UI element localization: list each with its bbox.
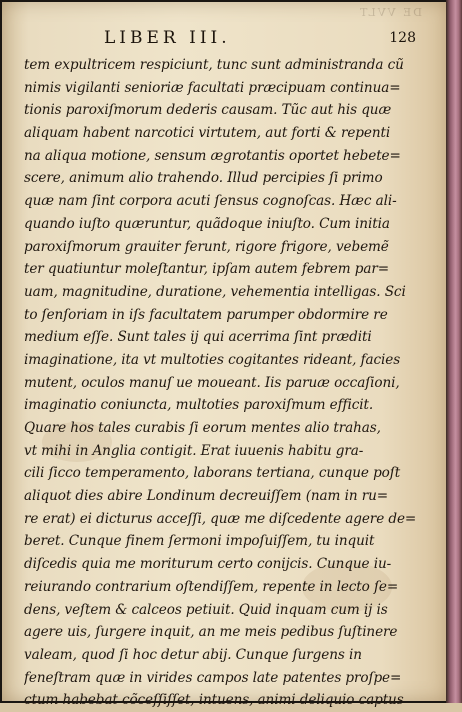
page-number: 128 bbox=[389, 30, 416, 46]
text-line: dens, veſtem & calceos petiuit. Quid inquam cum ij is bbox=[24, 601, 388, 618]
text-line: medium eſſe. Sunt tales ij qui acerrima ſint præditi bbox=[24, 329, 372, 346]
text-line: tem expultricem respiciunt, tunc sunt administranda cũ bbox=[24, 57, 404, 73]
text-line: quando iuſto quæruntur, quãdoque iniuſto. Cum initia bbox=[24, 215, 390, 232]
text-line: cili ſicco temperamento, laborans tertiana, cunque poſt bbox=[24, 465, 401, 482]
text-line: paroxiſmorum grauiter ferunt, rigore frigore, vebemẽ bbox=[24, 238, 389, 255]
text-line: ctum habebat cõceſſiſſet, intuens, animi deliquio captus bbox=[24, 692, 404, 709]
body-text bbox=[24, 54, 420, 712]
text-line: imaginatio coniuncta, multoties paroxiſmum efficit. bbox=[24, 397, 374, 414]
text-line: Quare hos tales curabis ſi eorum mentes alio trahas, bbox=[24, 420, 381, 436]
bleed-through-text: DE VVLT bbox=[358, 6, 422, 19]
text-line: mutent, oculos manuſ ue moueant. Iis paruæ occaſioni, bbox=[24, 374, 400, 391]
text-line: na aliqua motione, sensum ægrotantis oportet hebete= bbox=[24, 147, 401, 164]
text-line: tionis paroxiſmorum dederis causam. Tũc aut his quæ bbox=[24, 102, 392, 119]
text-line: quæ nam ſint corpora acuti ſensus cognoſcas. Hæc ali- bbox=[24, 193, 397, 210]
running-title: LIBER III. bbox=[104, 28, 231, 48]
page-edge bbox=[446, 0, 462, 703]
text-line: aliquot dies abire Londinum decreuiſſem (nam in ru= bbox=[24, 488, 389, 505]
text-line: nimis vigilanti senioriæ facultati præcipuam continua= bbox=[24, 79, 401, 96]
page-header bbox=[104, 28, 416, 50]
text-line: uam, magnitudine, duratione, vehementia intelligas. Sci bbox=[24, 283, 406, 300]
text-line: feneſtram quæ in virides campos late patentes proſpe= bbox=[24, 669, 402, 686]
text-line: valeam, quod ſi hoc detur abij. Cunque ſurgens in bbox=[24, 646, 362, 663]
text-line: agere uis, ſurgere inquit, an me meis pedibus ſuſtinere bbox=[24, 624, 398, 641]
text-line: imaginatione, ita vt multoties cogitantes rideant, facies bbox=[24, 351, 401, 368]
text-line: aliquam habent narcotici virtutem, aut forti & repenti bbox=[24, 125, 391, 142]
text-line: scere, animum alio trahendo. Illud percipies ſi primo bbox=[24, 170, 383, 187]
text-line: vt mihi in Anglia contigit. Erat iuuenis habitu gra- bbox=[24, 442, 364, 459]
text-line: reiurando contrarium oſtendiſſem, repente in lecto ſe= bbox=[24, 578, 399, 595]
text-line: beret. Cunque finem ſermoni impoſuiſſem, tu inquit bbox=[24, 533, 375, 550]
text-line: re erat) ei dicturus acceſſi, quæ me diſcedente agere de= bbox=[24, 510, 417, 527]
page-paper bbox=[2, 2, 448, 709]
text-line: ter quatiuntur moleſtantur, ipſam autem febrem par= bbox=[24, 261, 390, 278]
text-line: diſcedis quia me moriturum certo conijcis. Cunque iu- bbox=[24, 556, 392, 573]
text-line: to ſenſoriam in iſs facultatem parumper obdormire re bbox=[24, 306, 388, 323]
